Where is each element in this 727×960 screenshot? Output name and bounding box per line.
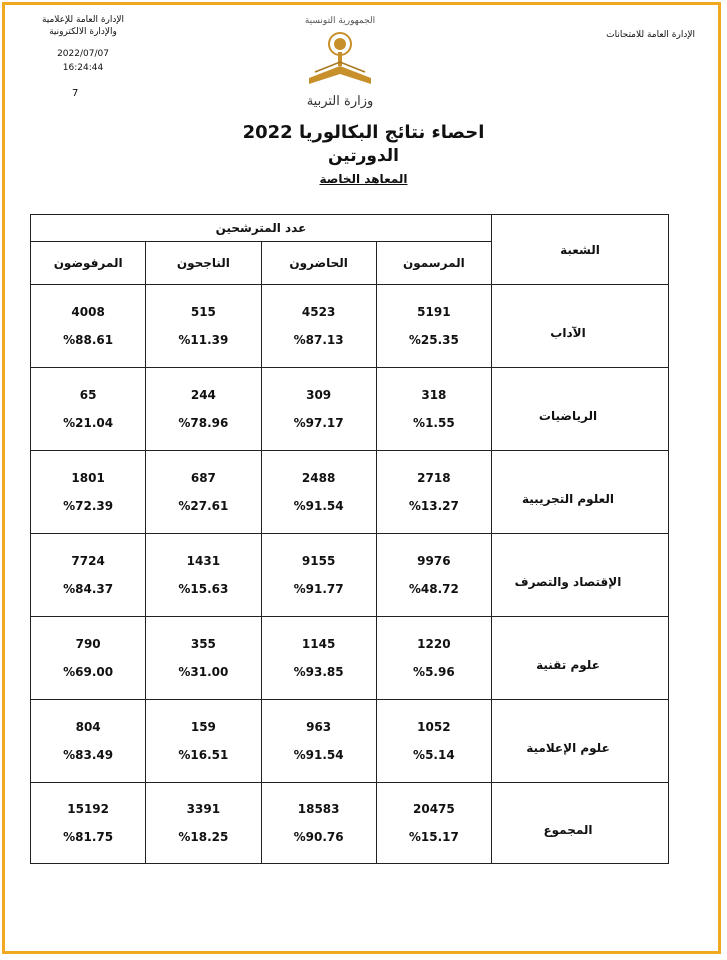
table-cell: 1145 %93.85 — [261, 617, 376, 700]
table-cell: 159 %16.51 — [146, 700, 261, 783]
col-registered: المرسمون — [376, 242, 491, 285]
branch-name: الرياضيات — [492, 368, 669, 451]
branch-name: العلوم التجريبية — [492, 451, 669, 534]
table-cell: 20475 %15.17 — [376, 783, 491, 864]
table-cell: 790 %69.00 — [31, 617, 146, 700]
dept-line-1: الإدارة العامة للإعلامية — [41, 15, 125, 25]
table-cell: 15192 %81.75 — [31, 783, 146, 864]
table-row — [31, 700, 669, 783]
ministry-label: وزارة التربية — [306, 94, 374, 109]
table-cell: 18583 %90.76 — [261, 783, 376, 864]
col-failed: المرفوضون — [31, 242, 146, 285]
header-right: الإدارة العامة للامتحانات — [606, 30, 695, 40]
print-time: 16:24:44 — [62, 63, 104, 73]
header-left — [34, 14, 132, 100]
page-number: 7 — [72, 88, 79, 99]
main-title: احصاء نتائج البكالوريا 2022 — [242, 122, 485, 143]
ministry-logo-icon — [305, 26, 375, 88]
branch-name: علوم الإعلامية — [492, 700, 669, 783]
table-cell: 4523 %87.13 — [261, 285, 376, 368]
table-cell: 1801 %72.39 — [31, 451, 146, 534]
table-cell: 2488 %91.54 — [261, 451, 376, 534]
table-cell: 515 %11.39 — [146, 285, 261, 368]
results-table — [30, 214, 669, 864]
col-present: الحاضرون — [261, 242, 376, 285]
table-cell: 2718 %13.27 — [376, 451, 491, 534]
table-cell: 804 %83.49 — [31, 700, 146, 783]
table-cell: 963 %91.54 — [261, 700, 376, 783]
ministry-emblem — [300, 16, 380, 120]
table-cell: 7724 %84.37 — [31, 534, 146, 617]
table-row — [31, 451, 669, 534]
branch-name: المجموع — [492, 783, 669, 864]
table-cell: 65 %21.04 — [31, 368, 146, 451]
table-cell: 4008 %88.61 — [31, 285, 146, 368]
group-header: عدد المترشحين — [31, 215, 492, 242]
table-row — [31, 534, 669, 617]
table-cell: 355 %31.00 — [146, 617, 261, 700]
col-passed: الناجحون — [146, 242, 261, 285]
print-date: 2022/07/07 — [57, 49, 109, 59]
republic-label: الجمهورية التونسية — [304, 16, 376, 26]
category-title: المعاهد الخاصة — [319, 172, 408, 186]
branch-name: الإقتصاد والتصرف — [492, 534, 669, 617]
table-cell: 1052 %5.14 — [376, 700, 491, 783]
total-row — [31, 783, 669, 864]
table-cell: 309 %97.17 — [261, 368, 376, 451]
table-cell: 1431 %15.63 — [146, 534, 261, 617]
table-cell: 318 %1.55 — [376, 368, 491, 451]
session-title: الدورتين — [327, 146, 399, 166]
table-cell: 3391 %18.25 — [146, 783, 261, 864]
table-row — [31, 617, 669, 700]
branch-name: علوم تقنية — [492, 617, 669, 700]
table-row — [31, 285, 669, 368]
branch-header: الشعبة — [492, 215, 669, 285]
table-cell: 244 %78.96 — [146, 368, 261, 451]
branch-name: الآداب — [492, 285, 669, 368]
table-cell: 687 %27.61 — [146, 451, 261, 534]
table-cell: 9976 %48.72 — [376, 534, 491, 617]
table-cell: 5191 %25.35 — [376, 285, 491, 368]
table-row — [31, 368, 669, 451]
table-cell: 1220 %5.96 — [376, 617, 491, 700]
dept-line-2: والإدارة الالكترونية — [49, 27, 117, 37]
table-cell: 9155 %91.77 — [261, 534, 376, 617]
